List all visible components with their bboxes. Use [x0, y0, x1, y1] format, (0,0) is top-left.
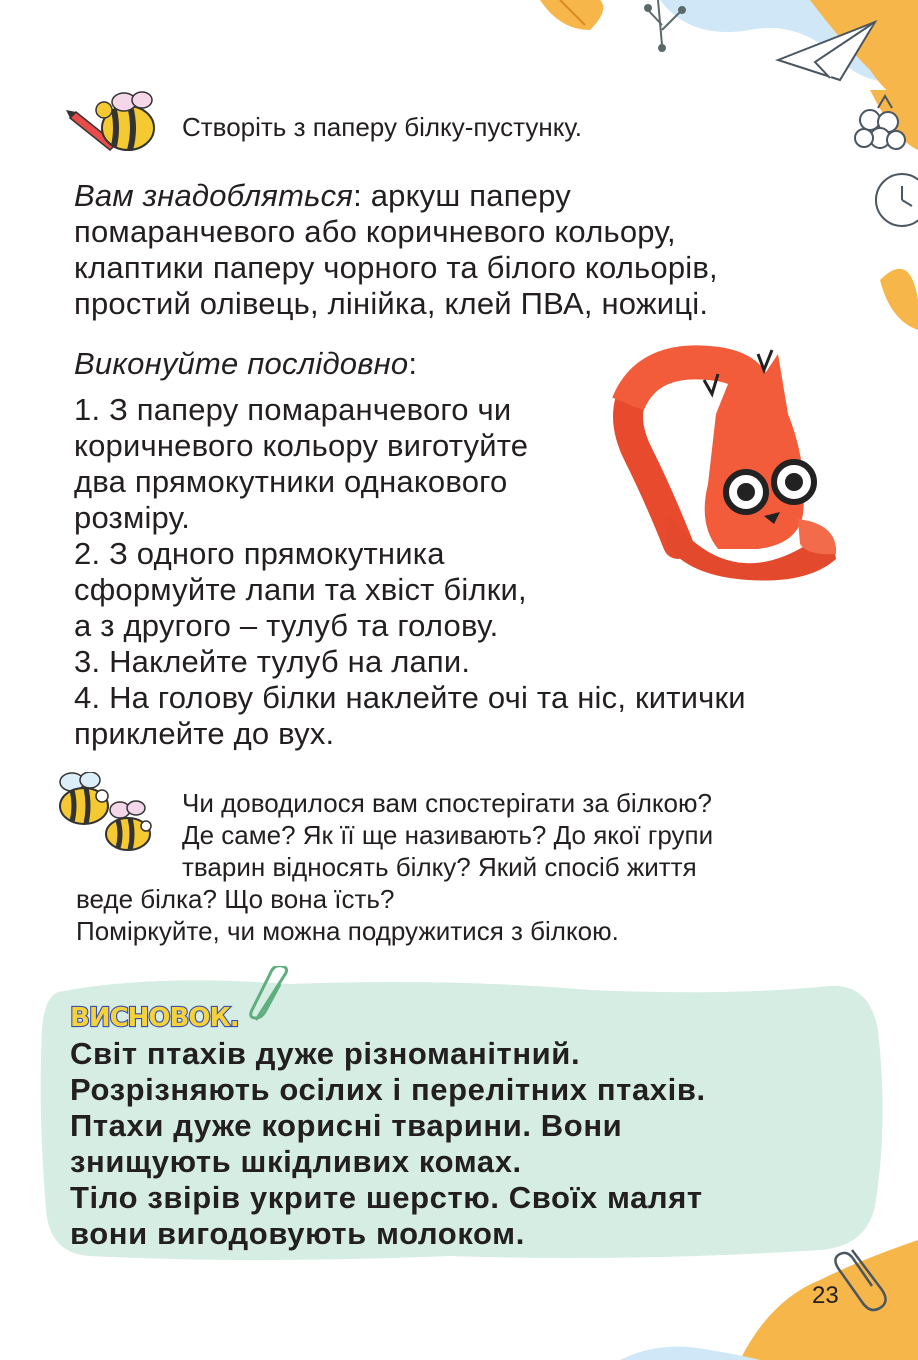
- conclusion-line-6: вони вигодовують молоком.: [70, 1216, 525, 1251]
- question-line-2: Де саме? Як її ще називають? До якої групи: [182, 820, 714, 850]
- two-bees-icon: [50, 772, 162, 860]
- step-line-4: розміру.: [74, 500, 191, 535]
- conclusion-line-3: Птахи дуже корисні тварини. Вони: [70, 1108, 623, 1143]
- clock-icon: [876, 174, 918, 226]
- task-title: Створіть з паперу білку-пустунку.: [182, 112, 582, 142]
- leaf-right-icon: [880, 269, 918, 330]
- question-line-4: веде білка? Що вона їсть?: [76, 884, 395, 914]
- step-line-7: а з другого – тулуб та голову.: [74, 608, 499, 643]
- step-line-3: два прямокутники однакового: [74, 464, 508, 499]
- materials-line-1-rest: : аркуш паперу: [353, 178, 571, 213]
- step-line-8: 3. Наклейте тулуб на лапи.: [74, 644, 471, 679]
- step-line-2: коричневого кольору виготуйте: [74, 428, 529, 463]
- conclusion-line-1: Світ птахів дуже різноманітний.: [70, 1036, 581, 1071]
- paper-squirrel-image: [608, 344, 848, 594]
- conclusion-line-2: Розрізняють осілих і перелітних птахів.: [70, 1072, 706, 1107]
- bee-pencil-icon: [66, 88, 166, 164]
- steps-intro-lead: Виконуйте послідовно: [74, 346, 409, 381]
- conclusion-title-text: ВИСНОВОК.: [70, 1003, 239, 1033]
- leaf-icon: [540, 0, 603, 30]
- conclusion-line-4: знищують шкідливих комах.: [70, 1144, 522, 1179]
- conclusion-line-5: Тіло звірів укрите шерстю. Своїх малят: [70, 1180, 703, 1215]
- twig-icon: [645, 0, 685, 51]
- page-number: 23: [812, 1282, 839, 1309]
- conclusion-title: [68, 996, 248, 1036]
- materials-line-1: [74, 178, 571, 214]
- question-line-3: тварин відносять білку? Який спосіб життя: [182, 852, 697, 882]
- step-line-10: приклейте до вух.: [74, 716, 335, 751]
- materials-line-4: простий олівець, лінійка, клей ПВА, ножиці.: [74, 286, 709, 321]
- materials-lead: Вам знадобляться: [74, 178, 354, 213]
- step-line-9: 4. На голову білки наклейте очі та ніс, китички: [74, 680, 746, 715]
- paperclip-icon: [246, 966, 296, 1024]
- step-line-6: сформуйте лапи та хвіст білки,: [74, 572, 527, 607]
- steps-intro: [74, 346, 417, 382]
- steps-intro-rest: :: [408, 346, 418, 381]
- question-line-5: Поміркуйте, чи можна подружитися з білкою.: [76, 916, 619, 946]
- step-line-1: 1. З паперу помаранчевого чи: [74, 392, 512, 427]
- materials-line-3: клаптики паперу чорного та білого кольорів,: [74, 250, 718, 285]
- step-line-5: 2. З одного прямокутника: [74, 536, 445, 571]
- materials-line-2: помаранчевого або коричневого кольору,: [74, 214, 676, 249]
- question-line-1: Чи доводилося вам спостерігати за білкою?: [182, 788, 712, 818]
